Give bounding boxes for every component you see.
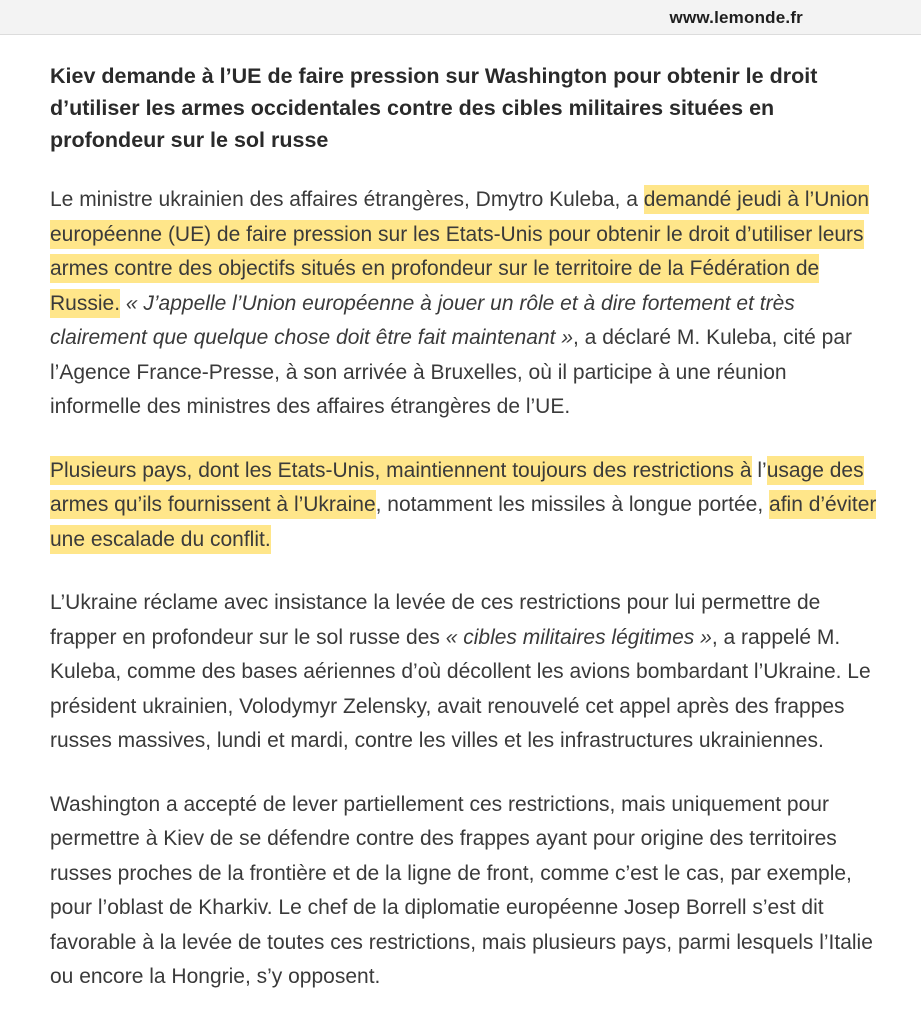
- p1-highlight: demandé jeudi à l’Union européenne (UE) de faire pression sur les Etats-Unis pour obtenir le droit d’utiliser leurs armes contre des objectifs situés en profondeur sur le territoire de la Fédération de Russie.: [50, 185, 869, 318]
- p2-text-mid-1: l’: [751, 458, 767, 482]
- p1-text-after: , a déclaré M. Kuleba, cité par l’Agence France-Presse, à son arrivée à Bruxelles, où il participe à une réunion informelle des ministres des affaires étrangères de l’UE.: [50, 326, 852, 418]
- url-text[interactable]: www.lemonde.fr: [669, 8, 803, 27]
- article: [50, 60, 880, 995]
- p2-text-mid-2: , notamment les missiles à longue portée,: [375, 493, 770, 516]
- browser-address-bar: [0, 0, 921, 35]
- p3-text-after: , a rappelé M. Kuleba, comme des bases aériennes d’où décollent les avions bombardant l’Ukraine. Le président ukrainien, Volodymyr Zelensky, avait renouvelé cet appel après des frappes russes massives, lundi et mardi, contre les villes et les infrastructures ukrainiennes.: [50, 625, 871, 752]
- p2-highlight-1: Plusieurs pays, dont les Etats-Unis, maintiennent toujours des restrictions à: [50, 456, 752, 485]
- p3-text-before: L’Ukraine réclame avec insistance la levée de ces restrictions pour lui permettre de frapper en profondeur sur le sol russe des: [50, 591, 821, 649]
- paragraph-1: [50, 183, 880, 425]
- article-headline: Kiev demande à l’UE de faire pression sur Washington pour obtenir le droit d’utiliser les armes occidentales contre des cibles militaires situées en profondeur sur le sol russe: [50, 64, 818, 152]
- p1-quote: « J’appelle l’Union européenne à jouer un rôle et à dire fortement et très clairement que quelque chose doit être fait maintenant »: [50, 291, 795, 349]
- paragraph-4: Washington a accepté de lever partiellement ces restrictions, mais uniquement pour permettre à Kiev de se défendre contre des frappes ayant pour origine des territoires russes proches de la frontière et de la ligne de front, comme c’est le cas, par exemple, pour l’oblast de Kharkiv. Le chef de la diplomatie européenne Josep Borrell s’est dit favorable à la levée de toutes ces restrictions, mais plusieurs pays, parmi lesquels l’Italie ou encore la Hongrie, s’y opposent.: [50, 792, 873, 988]
- p2-highlight-2: usage des armes qu’ils fournissent à l’Ukraine: [50, 456, 864, 520]
- p3-quote: « cibles militaires légitimes »: [445, 625, 712, 649]
- paragraph-3: [50, 586, 880, 759]
- paragraph-2: [50, 454, 880, 558]
- p2-highlight-3: afin d’éviter une escalade du conflit.: [50, 490, 876, 554]
- p1-text-before: Le ministre ukrainien des affaires étrangères, Dmytro Kuleba, a: [50, 188, 644, 211]
